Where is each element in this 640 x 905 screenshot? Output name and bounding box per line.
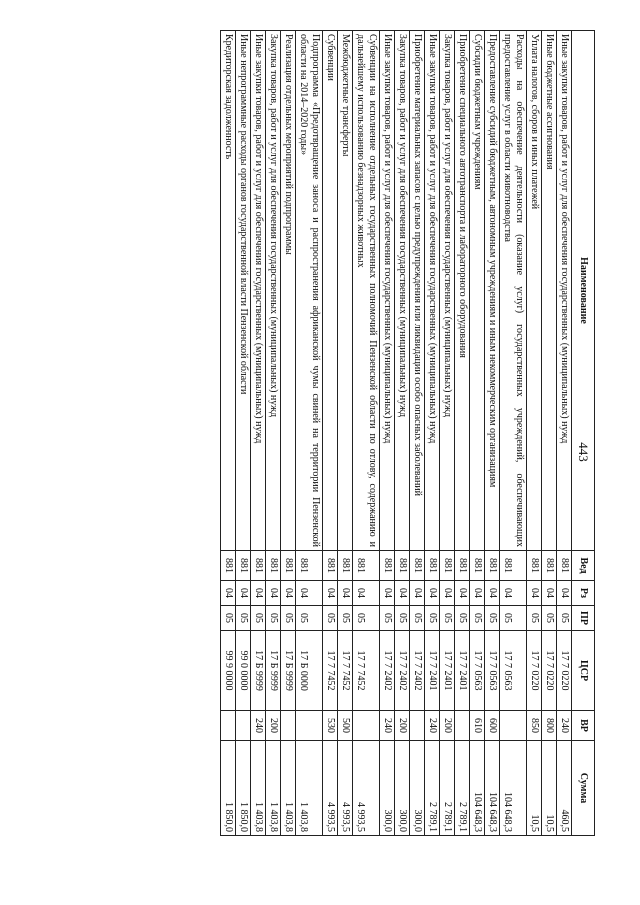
cell-name: Закупка товаров, работ и услуг для обеспечения государственных (муниципальных) нужд [395, 31, 410, 551]
cell-ved: 881 [251, 551, 266, 581]
cell-ved: 881 [323, 551, 338, 581]
cell-pr: 05 [251, 606, 266, 631]
cell-ved: 881 [440, 551, 455, 581]
cell-csr: 17 7 7452 [353, 631, 380, 711]
cell-pr: 05 [527, 606, 542, 631]
cell-sum: 1 403,8 [296, 741, 323, 836]
table-row [485, 31, 500, 836]
cell-rz: 04 [557, 581, 572, 606]
cell-name: Подпрограмма «Предотвращение заноса и распространения африканской чумы свиней на территории Пензенской области на 2014–2020 годы» [296, 31, 323, 551]
cell-rz: 04 [542, 581, 557, 606]
table-row [557, 31, 572, 836]
cell-pr: 05 [236, 606, 251, 631]
cell-ved: 881 [236, 551, 251, 581]
table-row [380, 31, 395, 836]
cell-vr: 610 [470, 711, 485, 741]
cell-vr: 850 [527, 711, 542, 741]
table-row [410, 31, 425, 836]
header-vr: ВР [572, 711, 595, 741]
cell-name: Иные закупки товаров, работ и услуг для обеспечения государственных (муниципальных) нужд [425, 31, 440, 551]
cell-vr [410, 711, 425, 741]
cell-name: Реализация отдельных мероприятий подпрограммы [281, 31, 296, 551]
cell-rz: 04 [470, 581, 485, 606]
cell-name: Кредиторская задолженность [221, 31, 236, 551]
cell-ved: 881 [380, 551, 395, 581]
page-number: 443 [576, 442, 591, 462]
cell-vr: 600 [485, 711, 500, 741]
cell-name: Предоставление субсидий бюджетным, автономным учреждениям и иным некоммерческим организациям [485, 31, 500, 551]
cell-pr: 05 [542, 606, 557, 631]
table-row [221, 31, 236, 836]
cell-csr: 99 9 0000 [221, 631, 236, 711]
table-row [251, 31, 266, 836]
cell-pr: 05 [353, 606, 380, 631]
cell-ved: 881 [338, 551, 353, 581]
cell-sum: 4 993,5 [338, 741, 353, 836]
cell-csr: 17 7 2401 [440, 631, 455, 711]
table-row [470, 31, 485, 836]
cell-csr: 99 0 0000 [236, 631, 251, 711]
cell-pr: 05 [380, 606, 395, 631]
cell-ved: 881 [455, 551, 470, 581]
cell-vr: 240 [251, 711, 266, 741]
cell-csr: 17 Б 0000 [296, 631, 323, 711]
cell-sum: 104 648,3 [485, 741, 500, 836]
cell-sum: 460,5 [557, 741, 572, 836]
budget-table [220, 30, 595, 836]
cell-vr: 500 [338, 711, 353, 741]
cell-name: Субвенции на исполнение отдельных государственных полномочий Пензенской области по отлову, содержанию и дальнейшему использованию безнадзорных животных [353, 31, 380, 551]
cell-csr: 17 7 0220 [542, 631, 557, 711]
cell-sum: 2 789,1 [425, 741, 440, 836]
cell-vr: 240 [380, 711, 395, 741]
cell-rz: 04 [281, 581, 296, 606]
cell-rz: 04 [500, 581, 527, 606]
cell-sum: 104 648,3 [470, 741, 485, 836]
cell-csr: 17 7 0563 [470, 631, 485, 711]
cell-csr: 17 Б 9999 [281, 631, 296, 711]
cell-name: Субвенции [323, 31, 338, 551]
cell-ved: 881 [281, 551, 296, 581]
cell-vr [500, 711, 527, 741]
cell-name: Закупка товаров, работ и услуг для обеспечения государственных (муниципальных) нужд [266, 31, 281, 551]
cell-pr: 05 [455, 606, 470, 631]
cell-vr: 200 [440, 711, 455, 741]
cell-vr: 800 [542, 711, 557, 741]
cell-sum: 300,0 [380, 741, 395, 836]
table-row [266, 31, 281, 836]
cell-ved: 881 [410, 551, 425, 581]
cell-name: Приобретение специального автотранспорта и лабораторного оборудования [455, 31, 470, 551]
table-row [281, 31, 296, 836]
cell-name: Расходы на обеспечение деятельности (оказание услуг) государственных учреждений, обеспечивающих предоставление услуг в области животноводства [500, 31, 527, 551]
table-row [353, 31, 380, 836]
cell-rz: 04 [527, 581, 542, 606]
cell-rz: 04 [251, 581, 266, 606]
cell-csr: 17 Б 9999 [251, 631, 266, 711]
cell-pr: 05 [266, 606, 281, 631]
cell-rz: 04 [353, 581, 380, 606]
cell-name: Субсидии бюджетным учреждениям [470, 31, 485, 551]
cell-ved: 881 [557, 551, 572, 581]
cell-rz: 04 [425, 581, 440, 606]
cell-pr: 05 [410, 606, 425, 631]
cell-csr: 17 7 7452 [323, 631, 338, 711]
cell-ved: 881 [296, 551, 323, 581]
cell-sum: 4 993,5 [353, 741, 380, 836]
header-name: Наименование [572, 31, 595, 551]
cell-vr: 240 [557, 711, 572, 741]
cell-csr: 17 7 2401 [455, 631, 470, 711]
cell-ved: 881 [485, 551, 500, 581]
header-ved: Вед [572, 551, 595, 581]
cell-sum: 10,5 [542, 741, 557, 836]
cell-vr [281, 711, 296, 741]
cell-pr: 05 [440, 606, 455, 631]
table-row [542, 31, 557, 836]
cell-name: Иные закупки товаров, работ и услуг для обеспечения государственных (муниципальных) нужд [251, 31, 266, 551]
table-row [455, 31, 470, 836]
cell-ved: 881 [425, 551, 440, 581]
cell-ved: 881 [470, 551, 485, 581]
header-sum: Сумма [572, 741, 595, 836]
cell-sum: 300,0 [410, 741, 425, 836]
header-pr: ПР [572, 606, 595, 631]
cell-pr: 05 [557, 606, 572, 631]
cell-pr: 05 [221, 606, 236, 631]
cell-csr: 17 7 2402 [410, 631, 425, 711]
cell-csr: 17 7 0563 [485, 631, 500, 711]
table-row [395, 31, 410, 836]
cell-csr: 17 7 7452 [338, 631, 353, 711]
cell-rz: 04 [323, 581, 338, 606]
header-csr: ЦСР [572, 631, 595, 711]
cell-sum: 1 403,8 [266, 741, 281, 836]
cell-sum: 2 789,1 [440, 741, 455, 836]
cell-vr: 530 [323, 711, 338, 741]
cell-csr: 17 7 2402 [395, 631, 410, 711]
cell-pr: 05 [296, 606, 323, 631]
cell-csr: 17 7 2402 [380, 631, 395, 711]
cell-csr: 17 7 0220 [557, 631, 572, 711]
cell-rz: 04 [296, 581, 323, 606]
table-row [440, 31, 455, 836]
cell-rz: 04 [485, 581, 500, 606]
cell-rz: 04 [236, 581, 251, 606]
cell-pr: 05 [470, 606, 485, 631]
cell-sum: 1 850,0 [236, 741, 251, 836]
cell-pr: 05 [395, 606, 410, 631]
cell-rz: 04 [455, 581, 470, 606]
cell-pr: 05 [338, 606, 353, 631]
cell-name: Иные бюджетные ассигнования [542, 31, 557, 551]
cell-pr: 05 [425, 606, 440, 631]
cell-name: Иные непрограммные расходы органов государственной власти Пензенской области [236, 31, 251, 551]
table-row [296, 31, 323, 836]
cell-pr: 05 [500, 606, 527, 631]
cell-vr: 240 [425, 711, 440, 741]
cell-ved: 881 [266, 551, 281, 581]
table-row [236, 31, 251, 836]
cell-ved: 881 [527, 551, 542, 581]
cell-vr [236, 711, 251, 741]
cell-sum: 1 850,0 [221, 741, 236, 836]
cell-csr: 17 Б 9999 [266, 631, 281, 711]
cell-sum: 1 403,8 [281, 741, 296, 836]
rotated-document-table [90, 30, 595, 835]
cell-sum: 104 648,3 [500, 741, 527, 836]
cell-vr: 200 [266, 711, 281, 741]
cell-sum: 4 993,5 [323, 741, 338, 836]
cell-name: Закупка товаров, работ и услуг для обеспечения государственных (муниципальных) нужд [440, 31, 455, 551]
cell-ved: 881 [500, 551, 527, 581]
table-row [527, 31, 542, 836]
cell-vr [353, 711, 380, 741]
header-rz: Рз [572, 581, 595, 606]
cell-name: Межбюджетные трансферты [338, 31, 353, 551]
table-row [338, 31, 353, 836]
cell-vr [296, 711, 323, 741]
cell-vr [455, 711, 470, 741]
cell-ved: 881 [221, 551, 236, 581]
cell-ved: 881 [395, 551, 410, 581]
cell-rz: 04 [410, 581, 425, 606]
table-row [323, 31, 338, 836]
cell-pr: 05 [281, 606, 296, 631]
cell-rz: 04 [380, 581, 395, 606]
cell-vr: 200 [395, 711, 410, 741]
table-row [425, 31, 440, 836]
table-row [500, 31, 527, 836]
cell-vr [221, 711, 236, 741]
cell-pr: 05 [485, 606, 500, 631]
cell-ved: 881 [353, 551, 380, 581]
cell-ved: 881 [542, 551, 557, 581]
cell-rz: 04 [338, 581, 353, 606]
cell-rz: 04 [221, 581, 236, 606]
cell-sum: 1 403,8 [251, 741, 266, 836]
cell-csr: 17 7 0563 [500, 631, 527, 711]
cell-csr: 17 7 0220 [527, 631, 542, 711]
cell-pr: 05 [323, 606, 338, 631]
cell-name: Иные закупки товаров, работ и услуг для обеспечения государственных (муниципальных) нужд [380, 31, 395, 551]
cell-rz: 04 [440, 581, 455, 606]
table-header-row [572, 31, 595, 836]
cell-rz: 04 [266, 581, 281, 606]
cell-sum: 10,5 [527, 741, 542, 836]
cell-sum: 300,0 [395, 741, 410, 836]
cell-csr: 17 7 2401 [425, 631, 440, 711]
cell-rz: 04 [395, 581, 410, 606]
cell-name: Приобретение материальных запасов с целью предупреждения или ликвидации особо опасных заболеваний [410, 31, 425, 551]
cell-name: Уплата налогов, сборов и иных платежей [527, 31, 542, 551]
cell-sum: 2 789,1 [455, 741, 470, 836]
cell-name: Иные закупки товаров, работ и услуг для обеспечения государственных (муниципальных) нужд [557, 31, 572, 551]
